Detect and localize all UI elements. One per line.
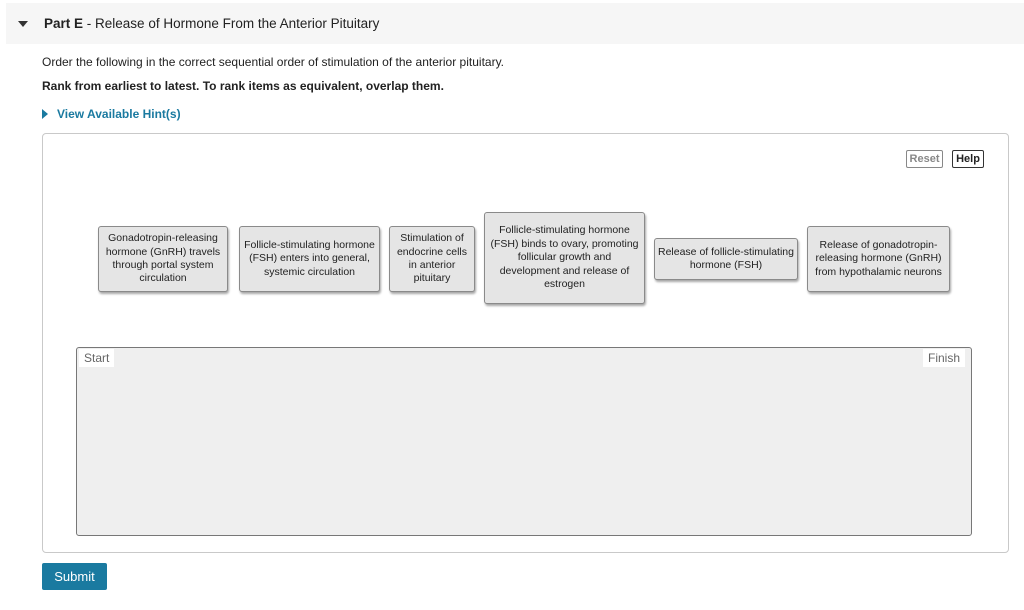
expand-arrow-icon	[42, 109, 48, 119]
ranking-drop-zone[interactable]	[76, 347, 972, 536]
help-button[interactable]: Help	[952, 150, 984, 168]
part-separator: -	[83, 16, 96, 31]
view-hints-link[interactable]	[42, 107, 181, 121]
rank-card[interactable]: Release of follicle-stimulating hormone (FSH)	[654, 238, 798, 280]
reset-button[interactable]: Reset	[906, 150, 943, 168]
rank-card[interactable]: Follicle-stimulating hormone (FSH) enters into general, systemic circulation	[239, 226, 380, 292]
finish-label: Finish	[923, 349, 965, 367]
rank-card[interactable]: Release of gonadotropin-releasing hormone (GnRH) from hypothalamic neurons	[807, 226, 950, 292]
rank-card[interactable]: Stimulation of endocrine cells in anterior pituitary	[389, 226, 475, 292]
rank-instruction: Rank from earliest to latest. To rank items as equivalent, overlap them.	[42, 79, 444, 93]
part-title	[44, 16, 379, 31]
submit-button[interactable]: Submit	[42, 563, 107, 590]
rank-card[interactable]: Follicle-stimulating hormone (FSH) binds to ovary, promoting follicular growth and development and release of estrogen	[484, 212, 645, 304]
part-header[interactable]	[6, 3, 1024, 44]
start-label: Start	[79, 349, 114, 367]
instruction-text: Order the following in the correct sequential order of stimulation of the anterior pituitary.	[42, 55, 505, 69]
collapse-caret-icon[interactable]	[18, 21, 28, 27]
view-hints-label: View Available Hint(s)	[57, 107, 181, 121]
rank-card[interactable]: Gonadotropin-releasing hormone (GnRH) travels through portal system circulation	[98, 226, 228, 292]
part-label: Part E	[44, 16, 84, 31]
part-title-text: Release of Hormone From the Anterior Pituitary	[95, 16, 380, 31]
